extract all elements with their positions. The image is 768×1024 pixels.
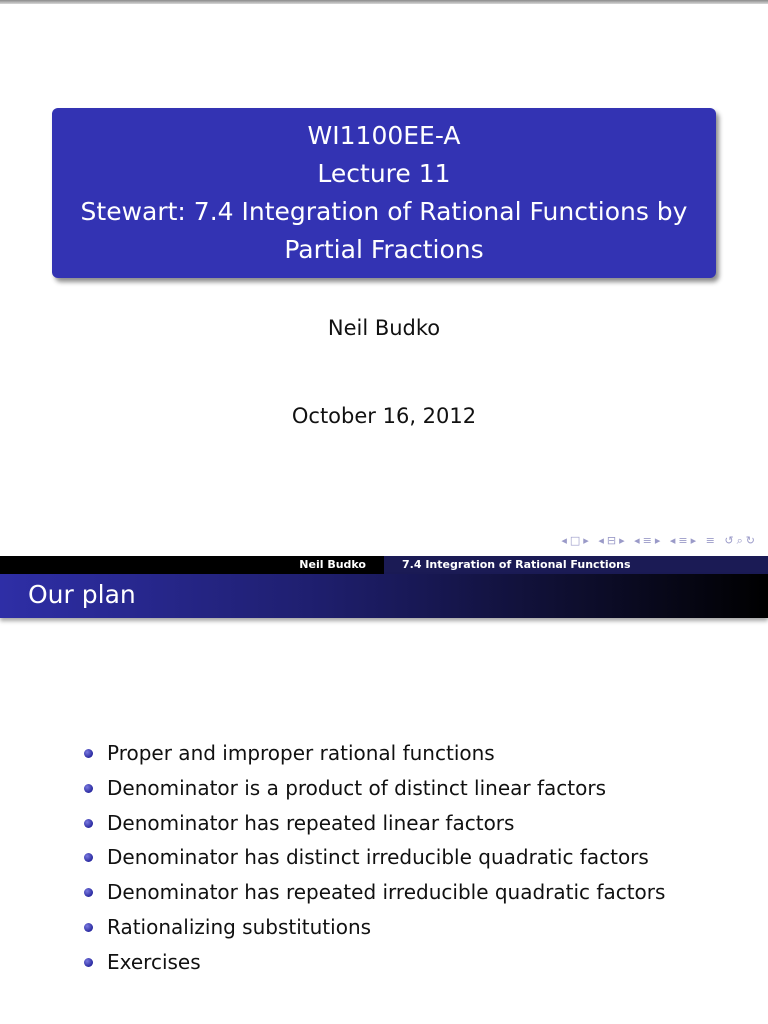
footer-author: Neil Budko: [299, 558, 366, 571]
footer-title-panel: [384, 556, 768, 574]
list-item-text: Exercises: [107, 949, 201, 974]
list-item-text: Denominator is a product of distinct linear factors: [107, 775, 606, 800]
nav-prev-icon[interactable]: ◂: [634, 534, 643, 547]
list-item: [80, 806, 665, 841]
frame-title-bar: [0, 574, 768, 618]
beamer-navigation[interactable]: [561, 534, 758, 548]
presentation-date: October 16, 2012: [291, 404, 477, 428]
nav-search-icon[interactable]: ⌕: [736, 534, 746, 547]
title-slide: [0, 4, 768, 556]
bullet-icon: [84, 958, 93, 967]
lecture-title-line-1: Stewart: 7.4 Integration of Rational Functions by: [80, 197, 688, 226]
nav-back-icon[interactable]: ↺: [724, 534, 737, 547]
slide-footer: [0, 556, 768, 574]
bullet-icon: [84, 784, 93, 793]
frame-title: Our plan: [28, 580, 136, 609]
lecture-number: Lecture 11: [317, 159, 451, 188]
list-item-text: Denominator has distinct irreducible quadratic factors: [107, 845, 649, 870]
list-item: [80, 840, 665, 875]
list-item: [80, 875, 665, 910]
nav-next-icon[interactable]: ▸: [583, 534, 592, 547]
list-item: [80, 771, 665, 806]
nav-next-icon[interactable]: ▸: [690, 534, 700, 547]
bullet-icon: [84, 749, 93, 758]
bullet-icon: [84, 853, 93, 862]
title-block: [52, 108, 716, 278]
nav-prev-icon[interactable]: ◂: [669, 534, 679, 547]
list-item: [80, 736, 665, 771]
list-item: [80, 910, 665, 945]
footer-short-title: 7.4 Integration of Rational Functions: [402, 558, 631, 571]
nav-document-icon[interactable]: ≡: [705, 534, 718, 547]
lecture-title-line-2: Partial Fractions: [284, 235, 484, 264]
nav-subsection-icon[interactable]: ⊟: [606, 534, 620, 547]
list-item-text: Denominator has repeated linear factors: [107, 810, 515, 835]
nav-next-icon[interactable]: ▸: [619, 534, 628, 547]
footer-author-panel: [0, 556, 384, 574]
bullet-icon: [84, 819, 93, 828]
nav-forward-icon[interactable]: ↻: [745, 534, 758, 547]
nav-part-icon[interactable]: ≡: [678, 534, 691, 547]
list-item: [80, 945, 665, 980]
nav-prev-icon[interactable]: ◂: [561, 534, 570, 547]
plan-list: [80, 736, 665, 980]
course-code: WI1100EE-A: [307, 121, 461, 150]
nav-prev-icon[interactable]: ◂: [598, 534, 607, 547]
author-name: Neil Budko: [327, 316, 441, 340]
nav-section-icon[interactable]: ≡: [642, 534, 655, 547]
list-item-text: Proper and improper rational functions: [107, 741, 495, 765]
nav-next-icon[interactable]: ▸: [654, 534, 664, 547]
bullet-icon: [84, 888, 93, 897]
list-item-text: Denominator has repeated irreducible quadratic factors: [107, 880, 666, 905]
nav-frame-icon[interactable]: □: [569, 534, 584, 547]
list-item-text: Rationalizing substitutions: [107, 914, 372, 939]
bullet-icon: [84, 923, 93, 932]
